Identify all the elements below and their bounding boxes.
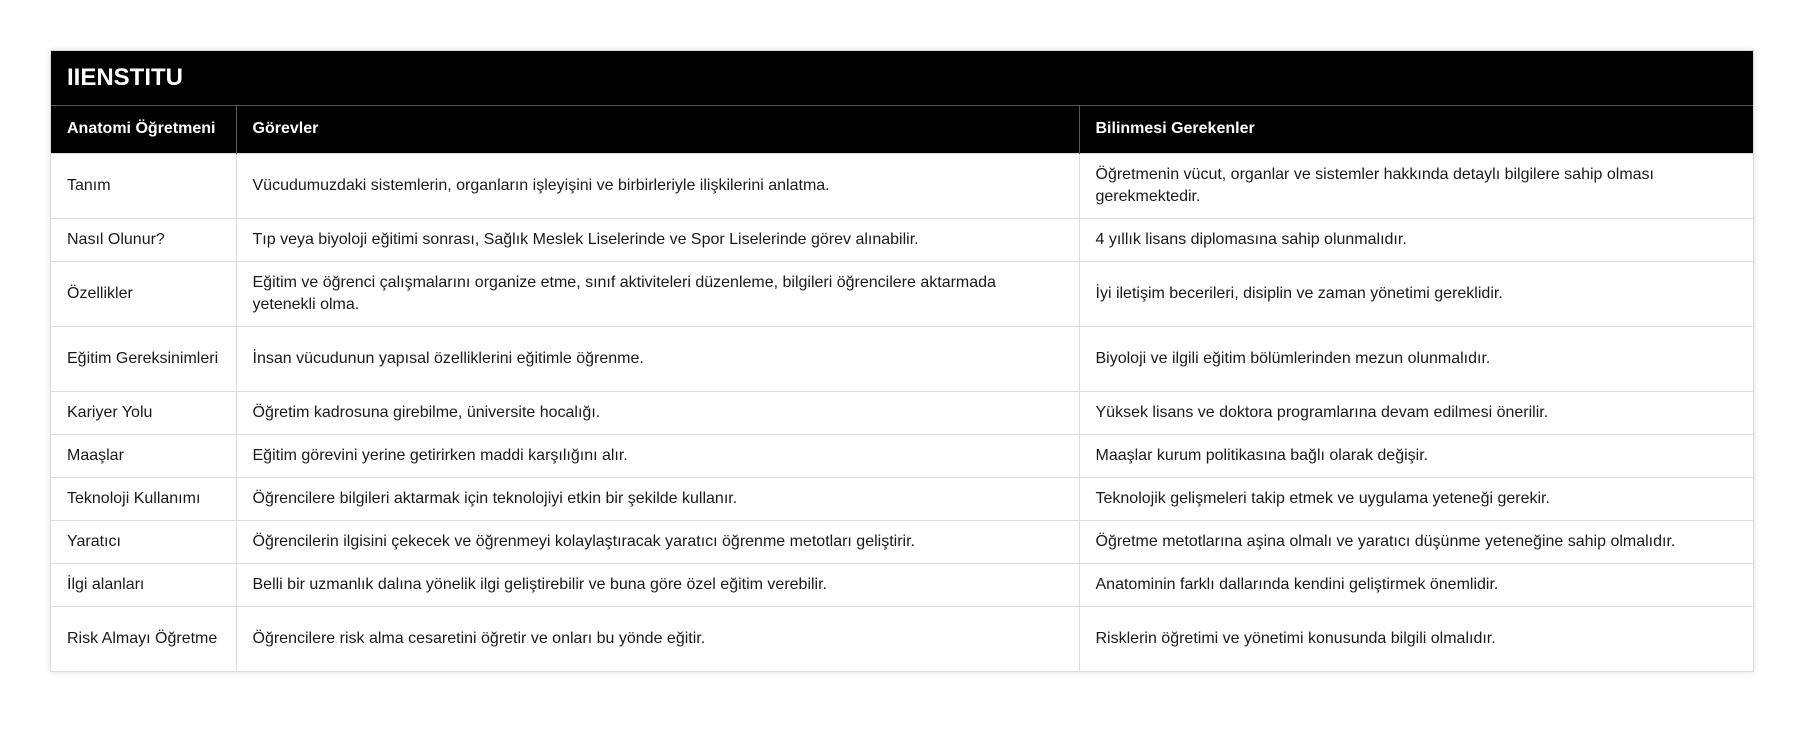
row-requirement: Risklerin öğretimi ve yönetimi konusunda bilgili olmalıdır. <box>1079 606 1753 671</box>
table-body <box>51 153 1753 671</box>
table-row <box>51 153 1753 218</box>
table-row <box>51 563 1753 606</box>
data-table <box>51 106 1753 671</box>
row-label: Eğitim Gereksinimleri <box>51 326 236 391</box>
row-label: Özellikler <box>51 261 236 326</box>
table-row <box>51 391 1753 434</box>
row-duty: Vücudumuzdaki sistemlerin, organların işleyişini ve birbirleriyle ilişkilerini anlatma. <box>236 153 1079 218</box>
table-row <box>51 261 1753 326</box>
row-duty: Tıp veya biyoloji eğitimi sonrası, Sağlık Meslek Liselerinde ve Spor Liselerinde görev alınabilir. <box>236 218 1079 261</box>
row-requirement: Öğretme metotlarına aşina olmalı ve yaratıcı düşünme yeteneğine sahip olmalıdır. <box>1079 520 1753 563</box>
table-row <box>51 606 1753 671</box>
row-requirement: 4 yıllık lisans diplomasına sahip olunmalıdır. <box>1079 218 1753 261</box>
table-title: IIENSTITU <box>51 51 1753 106</box>
table-row <box>51 326 1753 391</box>
info-table <box>50 50 1754 672</box>
row-label: Nasıl Olunur? <box>51 218 236 261</box>
row-duty: Öğrencilere risk alma cesaretini öğretir ve onları bu yönde eğitir. <box>236 606 1079 671</box>
row-label: Kariyer Yolu <box>51 391 236 434</box>
column-header-role: Anatomi Öğretmeni <box>51 106 236 153</box>
row-label: Yaratıcı <box>51 520 236 563</box>
row-duty: Öğretim kadrosuna girebilme, üniversite hocalığı. <box>236 391 1079 434</box>
table-row <box>51 434 1753 477</box>
row-duty: Öğrencilere bilgileri aktarmak için teknolojiyi etkin bir şekilde kullanır. <box>236 477 1079 520</box>
row-label: Teknoloji Kullanımı <box>51 477 236 520</box>
row-duty: Eğitim görevini yerine getirirken maddi karşılığını alır. <box>236 434 1079 477</box>
row-duty: İnsan vücudunun yapısal özelliklerini eğitimle öğrenme. <box>236 326 1079 391</box>
row-requirement: Öğretmenin vücut, organlar ve sistemler hakkında detaylı bilgilere sahip olması gerekmektedir. <box>1079 153 1753 218</box>
table-row <box>51 477 1753 520</box>
table-row <box>51 218 1753 261</box>
row-duty: Eğitim ve öğrenci çalışmalarını organize etme, sınıf aktiviteleri düzenleme, bilgileri öğrencilere aktarmada yetenekli olma. <box>236 261 1079 326</box>
header-row <box>51 106 1753 153</box>
table-row <box>51 520 1753 563</box>
row-label: İlgi alanları <box>51 563 236 606</box>
row-duty: Belli bir uzmanlık dalına yönelik ilgi geliştirebilir ve buna göre özel eğitim verebilir. <box>236 563 1079 606</box>
row-requirement: Biyoloji ve ilgili eğitim bölümlerinden mezun olunmalıdır. <box>1079 326 1753 391</box>
row-label: Tanım <box>51 153 236 218</box>
row-requirement: Teknolojik gelişmeleri takip etmek ve uygulama yeteneği gerekir. <box>1079 477 1753 520</box>
row-requirement: Anatominin farklı dallarında kendini geliştirmek önemlidir. <box>1079 563 1753 606</box>
row-label: Risk Almayı Öğretme <box>51 606 236 671</box>
row-requirement: Maaşlar kurum politikasına bağlı olarak değişir. <box>1079 434 1753 477</box>
row-requirement: İyi iletişim becerileri, disiplin ve zaman yönetimi gereklidir. <box>1079 261 1753 326</box>
column-header-requirements: Bilinmesi Gerekenler <box>1079 106 1753 153</box>
table-header <box>51 106 1753 153</box>
row-requirement: Yüksek lisans ve doktora programlarına devam edilmesi önerilir. <box>1079 391 1753 434</box>
row-duty: Öğrencilerin ilgisini çekecek ve öğrenmeyi kolaylaştıracak yaratıcı öğrenme metotları geliştirir. <box>236 520 1079 563</box>
column-header-duties: Görevler <box>236 106 1079 153</box>
row-label: Maaşlar <box>51 434 236 477</box>
